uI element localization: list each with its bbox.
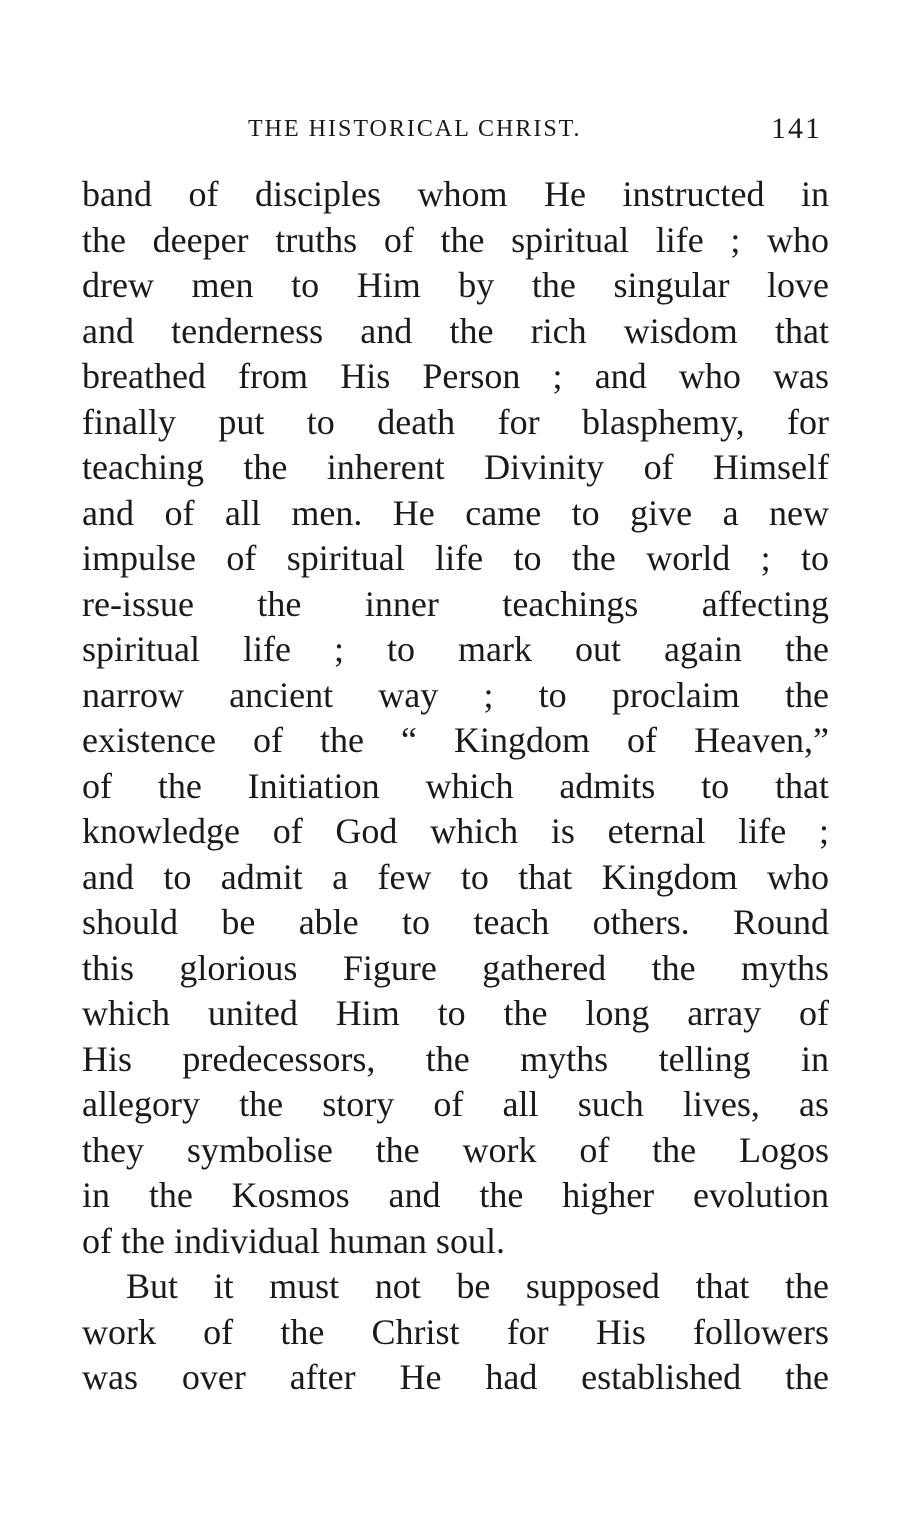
- text-line: allegory the story of all such lives, as: [82, 1084, 829, 1124]
- text-line: teaching the inherent Divinity of Himself: [82, 447, 829, 487]
- text-line: was over after He had established the: [82, 1357, 829, 1397]
- paragraph-end-line: of the individual human soul.: [82, 1220, 505, 1261]
- text-line: finally put to death for blasphemy, for: [82, 401, 829, 442]
- text-line: this glorious Figure gathered the myths: [82, 947, 829, 988]
- text-line: in the Kosmos and the higher evolution: [82, 1175, 829, 1215]
- text-line: breathed from His Person ; and who was: [82, 356, 829, 396]
- text-line: should be able to teach others. Round: [82, 902, 829, 942]
- running-head: [80, 112, 830, 152]
- text-line: and tenderness and the rich wisdom that: [82, 310, 829, 351]
- text-line: which united Him to the long array of: [82, 993, 829, 1033]
- text-line: and to admit a few to that Kingdom who: [82, 856, 829, 897]
- text-line: the deeper truths of the spiritual life ; who: [82, 219, 829, 260]
- paragraph-start-line: But it must not be supposed that the: [126, 1266, 829, 1306]
- text-line: knowledge of God which is eternal life ;: [82, 811, 829, 851]
- text-line: drew men to Him by the singular love: [82, 265, 829, 305]
- text-line: His predecessors, the myths telling in: [82, 1038, 829, 1079]
- text-line: impulse of spiritual life to the world ; to: [82, 538, 829, 578]
- text-line: spiritual life ; to mark out again the: [82, 629, 829, 669]
- running-title: THE HISTORICAL CHRIST.: [248, 116, 582, 142]
- text-line: work of the Christ for His followers: [82, 1311, 829, 1352]
- body-text: [82, 172, 829, 1401]
- page-number: 141: [771, 112, 822, 145]
- text-line: existence of the “ Kingdom of Heaven,”: [82, 720, 829, 760]
- text-line: of the Initiation which admits to that: [82, 765, 829, 806]
- text-line: narrow ancient way ; to proclaim the: [82, 674, 829, 715]
- text-line: and of all men. He came to give a new: [82, 492, 829, 533]
- text-line: they symbolise the work of the Logos: [82, 1129, 829, 1170]
- text-line: band of disciples whom He instructed in: [82, 174, 829, 214]
- text-line: re-issue the inner teachings affecting: [82, 583, 829, 624]
